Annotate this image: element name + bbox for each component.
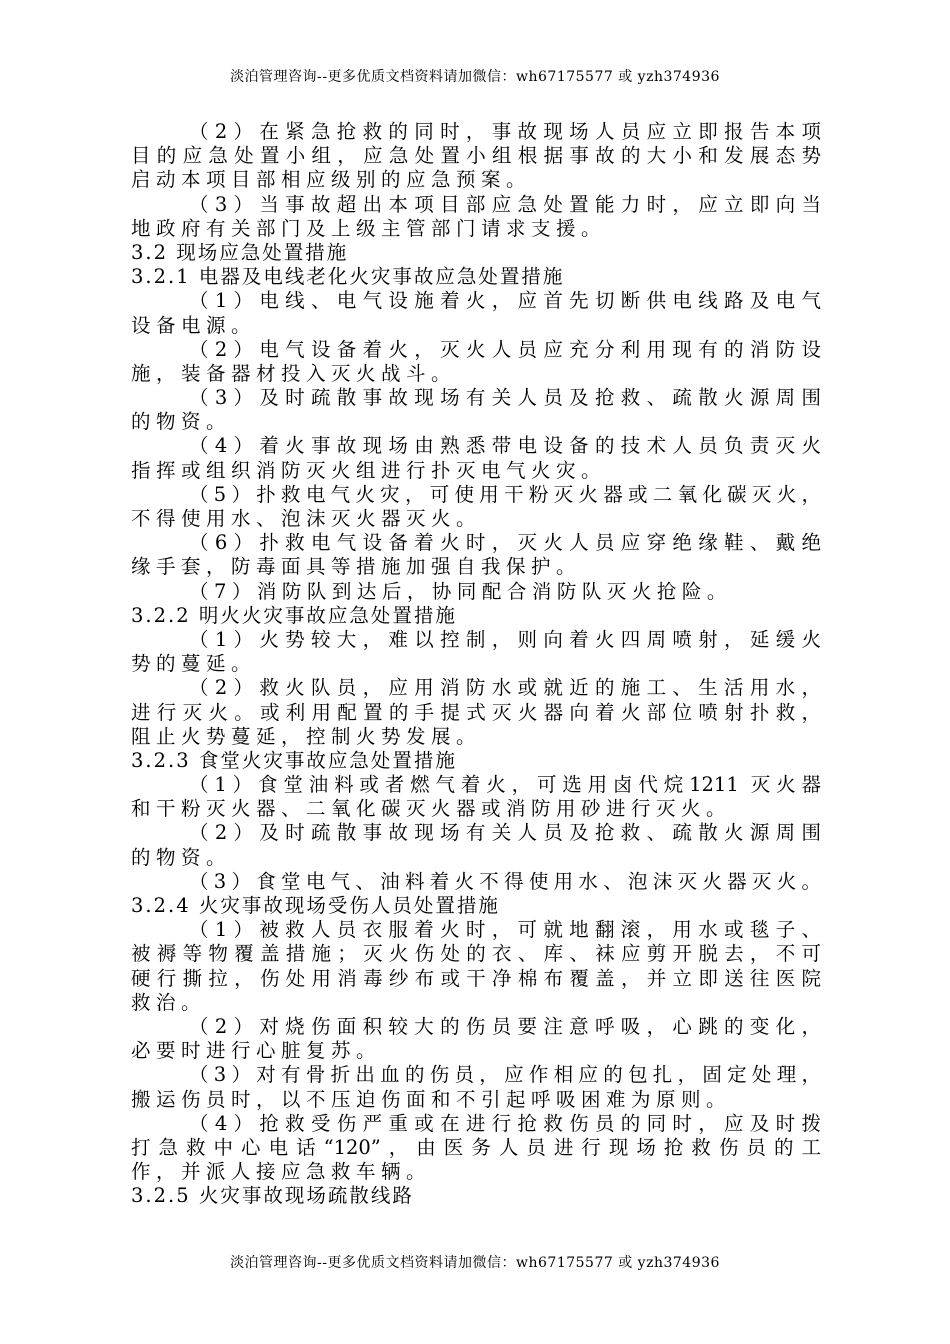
paragraph-line: 势的蔓延。 (131, 652, 257, 676)
paragraph-line: （2）对烧伤面积较大的伤员要注意呼吸，心跳的变化， (189, 1014, 821, 1038)
paragraph-line: （7）消防队到达后，协同配合消防队灭火抢险。 (189, 579, 732, 603)
paragraph-line: 启动本项目部相应级别的应急预案。 (131, 168, 532, 192)
paragraph-line: 必要时进行心脏复苏。 (131, 1039, 382, 1063)
paragraph-line: 被褥等物覆盖措施；灭火伤处的衣、库、袜应剪开脱去，不可 (131, 942, 821, 966)
section-heading: 3.2 现场应急处置措施 (131, 240, 349, 264)
paragraph-line: （1）食堂油料或者燃气着火，可选用卤代烷1211 灭火器 (189, 773, 821, 797)
paragraph-line: 地政府有关部门及上级主管部门请求支援。 (131, 216, 607, 240)
paragraph-line: 不得使用水、泡沫灭火器灭火。 (131, 507, 482, 530)
paragraph-line: （1）电线、电气设施着火，应首先切断供电线路及电气 (189, 289, 821, 313)
paragraph-line: 进行灭火。或利用配置的手提式灭火器向着火部位喷射扑救， (131, 700, 821, 724)
paragraph-line: （4）抢救受伤严重或在进行抢救伤员的同时，应及时拨 (189, 1111, 821, 1135)
paragraph-line: 施，装备器材投入灭火战斗。 (131, 361, 457, 385)
paragraph-line: 缘手套，防毒面具等措施加强自我保护。 (131, 555, 582, 579)
page-footer: 淡泊管理咨询--更多优质文档资料请加微信：wh67175577 或 yzh374936 (230, 1255, 720, 1271)
paragraph-line: 目的应急处置小组，应急处置小组根据事故的大小和发展态势 (131, 144, 821, 168)
paragraph-line: 和干粉灭火器、二氧化碳灭火器或消防用砂进行灭火。 (131, 797, 732, 821)
paragraph-line: （3）食堂电气、油料着火不得使用水、泡沫灭火器灭火。 (189, 869, 821, 893)
paragraph-line: 作，并派人接应急救车辆。 (131, 1160, 432, 1184)
paragraph-line: 阻止火势蔓延，控制火势发展。 (131, 724, 482, 748)
paragraph-line: 设备电源。 (131, 313, 257, 337)
section-heading: 3.2.1 电器及电线老化火灾事故应急处置措施 (131, 265, 565, 289)
paragraph-line: （2）电气设备着火，灭火人员应充分利用现有的消防设 (189, 337, 821, 361)
paragraph-line: （6）扑救电气设备着火时，灭火人员应穿绝缘鞋、戴绝 (189, 531, 821, 555)
paragraph-line: （5）扑救电气火灾，可使用干粉灭火器或二氧化碳灭火， (189, 482, 821, 506)
section-heading: 3.2.4 火灾事故现场受伤人员处置措施 (131, 894, 500, 917)
page-header: 淡泊管理咨询--更多优质文档资料请加微信：wh67175577 或 yzh374936 (230, 69, 720, 85)
paragraph-line: （2）及时疏散事故现场有关人员及抢救、疏散火源周围 (189, 821, 821, 845)
paragraph-line: （3）及时疏散事故现场有关人员及抢救、疏散火源周围 (189, 386, 821, 410)
paragraph-line: （1）火势较大，难以控制，则向着火四周喷射，延缓火 (189, 627, 821, 651)
paragraph-line: 指挥或组织消防灭火组进行扑灭电气火灾。 (131, 458, 607, 482)
paragraph-line: （3）对有骨折出血的伤员，应作相应的包扎，固定处理， (189, 1063, 821, 1087)
paragraph-line: 救治。 (131, 990, 207, 1014)
section-heading: 3.2.3 食堂火灾事故应急处置措施 (131, 748, 457, 772)
paragraph-line: （1）被救人员衣服着火时，可就地翻滚，用水或毯子、 (189, 918, 821, 942)
document-body (131, 120, 821, 1208)
paragraph-line: 硬行撕拉，伤处用消毒纱布或干净棉布覆盖，并立即送往医院 (131, 966, 821, 990)
section-heading: 3.2.2 明火火灾事故应急处置措施 (131, 603, 457, 627)
section-heading: 3.2.5 火灾事故现场疏散线路 (131, 1184, 414, 1208)
paragraph-line: 打急救中心电话“120”，由医务人员进行现场抢救伤员的工 (131, 1135, 821, 1159)
paragraph-line: 的物资。 (131, 845, 232, 869)
paragraph-line: （2）在紧急抢救的同时，事故现场人员应立即报告本项 (189, 120, 821, 143)
paragraph-line: （4）着火事故现场由熟悉带电设备的技术人员负责灭火 (189, 434, 821, 458)
paragraph-line: （2）救火队员，应用消防水或就近的施工、生活用水， (189, 676, 821, 700)
paragraph-line: （3）当事故超出本项目部应急处置能力时，应立即向当 (189, 192, 821, 216)
paragraph-line: 搬运伤员时，以不压迫伤面和不引起呼吸困难为原则。 (131, 1087, 732, 1111)
paragraph-line: 的物资。 (131, 410, 232, 434)
